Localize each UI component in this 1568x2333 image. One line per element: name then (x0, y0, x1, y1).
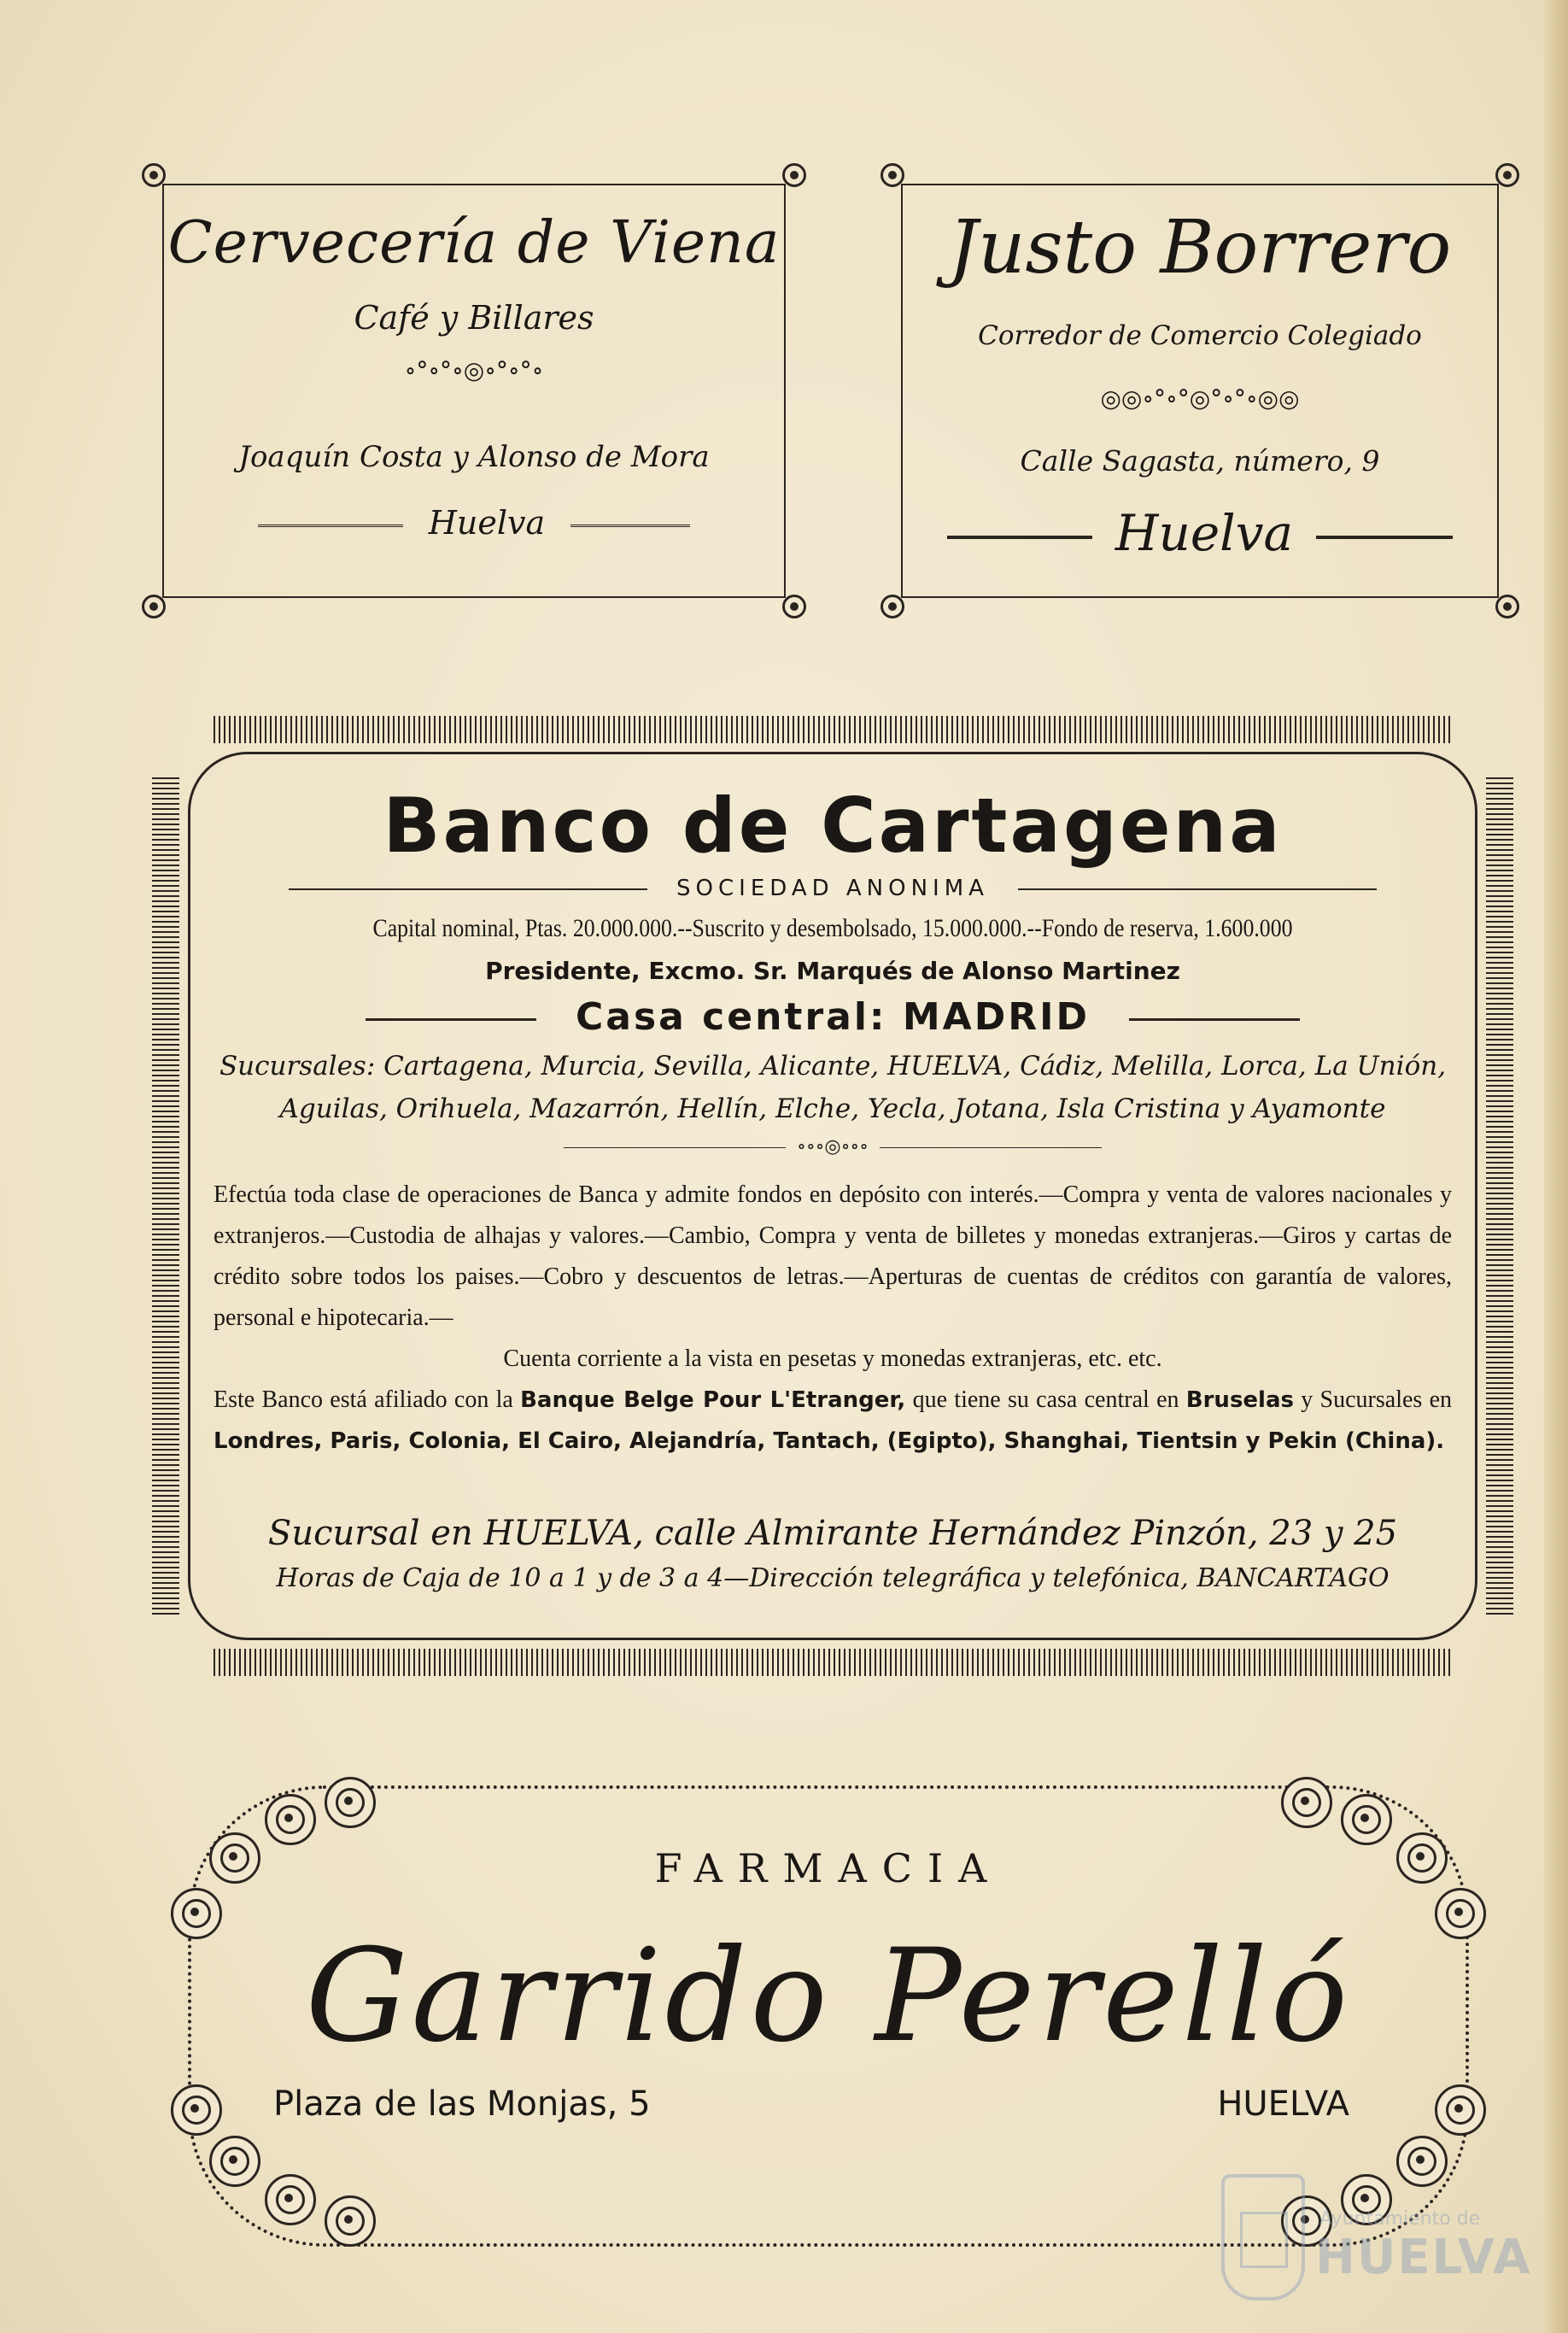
rose-ornament-icon (171, 2084, 222, 2136)
corner-ornament-icon (881, 595, 904, 618)
rule-left (289, 888, 647, 890)
rose-ornament-icon (1435, 2084, 1486, 2136)
city-crest-icon (1221, 2174, 1305, 2301)
ornament-divider-icon: ∘∘∘◎∘∘∘ (797, 1136, 869, 1158)
hatched-border-right (1486, 777, 1513, 1615)
farmacia-address: Plaza de las Monjas, 5 (273, 2084, 651, 2124)
local-branch-line: Sucursal en HUELVA, calle Almirante Hernández Pinzón, 23 y 25 (267, 1514, 1398, 1553)
rose-ornament-icon (1341, 1794, 1392, 1845)
rule-left (564, 1147, 786, 1148)
bank-title: Banco de Cartagena (383, 782, 1283, 870)
corner-ornament-icon (142, 595, 166, 618)
farmacia-name: Garrido Perelló (305, 1922, 1352, 2071)
rose-ornament-icon (209, 2136, 260, 2187)
ad-banco-de-cartagena (137, 700, 1529, 1691)
rose-ornament-icon (265, 1794, 316, 1845)
rule-right (1018, 888, 1377, 890)
corner-ornament-icon (782, 163, 806, 187)
rule-left (258, 525, 403, 527)
services-text: Efectúa toda clase de operaciones de Banca y admite fondos en depósito con interés.—Compra y venta de valores nacionales y extranjeros.—Custodia de alhajas y valores.—Cambio, Compra y venta de billetes y monedas extranjeras.—Giros y cartas de crédito sobre todos los paises.—Cobro y descuentos de letras.—Aperturas de cuentas de créditos con garantía de valores, personal e hipotecaria.— (214, 1181, 1452, 1331)
affiliation-cities: Londres, Paris, Colonia, El Cairo, Alejandría, Tantach, (Egipto), Shanghai, Tientsin y Pekin (China). (214, 1428, 1445, 1454)
ad-title: Justo Borrero (948, 205, 1452, 290)
corner-ornament-icon (782, 595, 806, 618)
current-account-text: Cuenta corriente a la vista en pesetas y monedas extranjeras, etc. etc. (503, 1345, 1162, 1372)
ad-city: Huelva (428, 504, 546, 542)
rule-left (947, 536, 1092, 539)
head-office: Casa central: MADRID (576, 995, 1090, 1039)
ornament-divider-icon: ◎◎∘°∘°◎°∘°∘◎◎ (1100, 384, 1300, 413)
rose-ornament-icon (325, 2195, 376, 2247)
watermark-line-1: Ayuntamiento de (1319, 2208, 1481, 2230)
hours-line: Horas de Caja de 10 a 1 y de 3 a 4—Dirección telegráfica y telefónica, BANCARTAGO (276, 1563, 1390, 1593)
rule-right (1129, 1018, 1300, 1021)
ad-cerveceria-de-viena (137, 158, 811, 624)
affiliation-pre: Este Banco está afiliado con la (214, 1386, 513, 1413)
president-line: Presidente, Excmo. Sr. Marqués de Alonso Martinez (485, 957, 1180, 985)
ad-city-line (137, 504, 811, 542)
capital-line: Capital nominal, Ptas. 20.000.000.--Suscrito y desembolsado, 15.000.000.--Fondo de reserva, 1.600.000 (372, 914, 1293, 942)
hatched-border-left (152, 777, 179, 1615)
rule-left (366, 1018, 536, 1021)
ad-city: Huelva (1115, 504, 1294, 562)
ornament-divider-icon: ∘°∘°∘◎∘°∘°∘ (404, 356, 544, 384)
hatched-border-bottom (214, 1649, 1452, 1676)
company-type: SOCIEDAD ANONIMA (676, 876, 989, 901)
ad-address: Calle Sagasta, número, 9 (1020, 444, 1380, 478)
corner-ornament-icon (142, 163, 166, 187)
ad-subtitle: Café y Billares (354, 299, 594, 337)
corner-ornament-icon (1495, 595, 1519, 618)
archive-watermark (1213, 2166, 1532, 2311)
branches-line-2: Aguilas, Orihuela, Mazarrón, Hellín, Elche, Yecla, Jotana, Isla Cristina y Ayamonte (279, 1093, 1386, 1124)
page-spine-shadow (1544, 0, 1568, 2333)
branches-line-1: Sucursales: Cartagena, Murcia, Sevilla, Alicante, HUELVA, Cádiz, Melilla, Lorca, La Unión, (219, 1051, 1447, 1082)
ad-city-line (875, 504, 1524, 562)
rose-ornament-icon (265, 2174, 316, 2225)
rule-right (880, 1147, 1102, 1148)
ad-subtitle: Corredor de Comercio Colegiado (978, 320, 1422, 351)
ad-title: Cervecería de Viena (167, 209, 781, 277)
ornament-divider-line (137, 1136, 1529, 1158)
ad-justo-borrero (875, 158, 1524, 624)
rose-ornament-icon (325, 1777, 376, 1828)
farmacia-kind: FARMACIA (654, 1845, 1003, 1891)
farmacia-city: HUELVA (1217, 2084, 1349, 2124)
rule-right (1316, 536, 1453, 539)
ad-address: Joaquín Costa y Alonso de Mora (238, 440, 710, 474)
head-office-line (137, 995, 1529, 1039)
affiliation-mid: que tiene su casa central en (912, 1386, 1179, 1413)
corner-ornament-icon (1495, 163, 1519, 187)
services-paragraph (214, 1175, 1452, 1462)
affiliation-bank: Banque Belge Pour L'Etranger, (520, 1387, 906, 1413)
hatched-border-top (214, 716, 1452, 743)
corner-ornament-icon (881, 163, 904, 187)
watermark-line-2: HUELVA (1315, 2230, 1532, 2285)
rule-right (570, 525, 690, 527)
affiliation-mid2: y Sucursales en (1301, 1386, 1453, 1413)
rose-ornament-icon (1281, 1777, 1332, 1828)
affiliation-city: Bruselas (1185, 1387, 1294, 1413)
company-type-line (137, 876, 1529, 901)
